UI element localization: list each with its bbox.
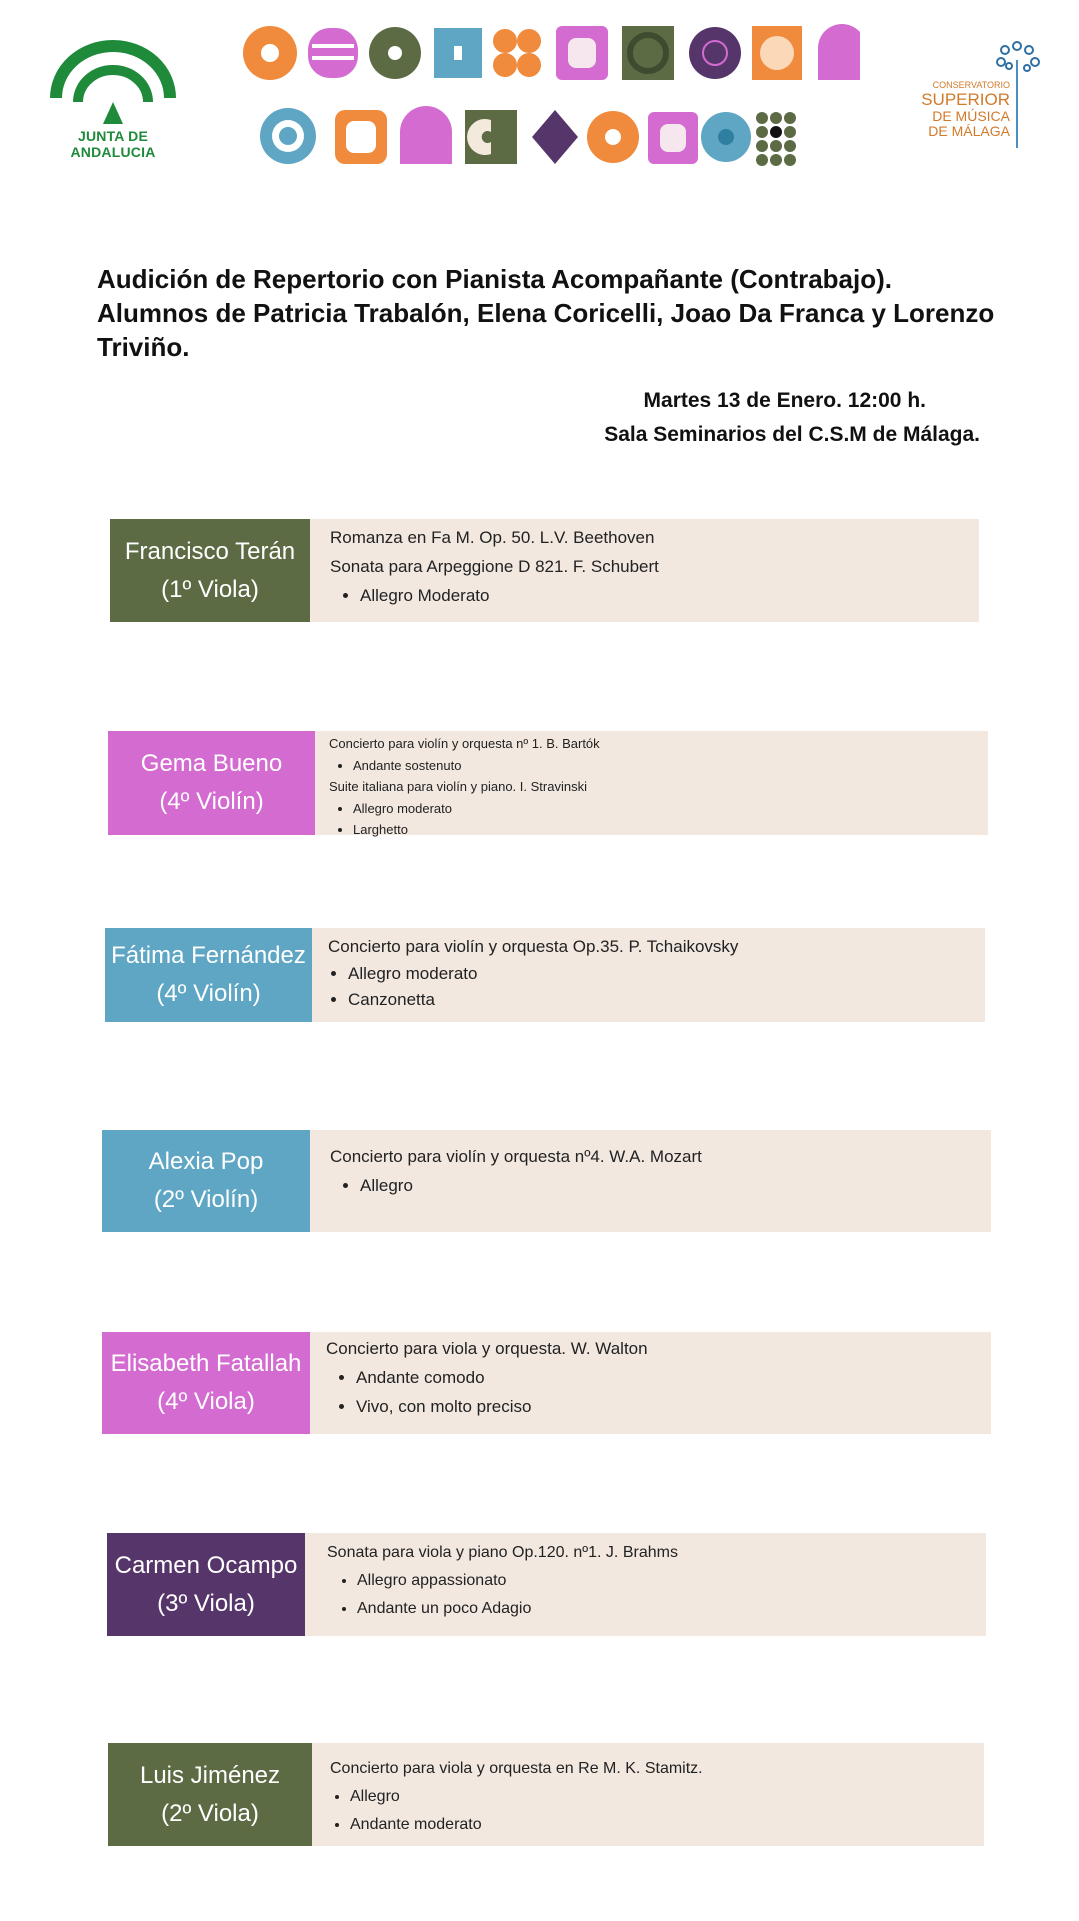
- logo-line-conservatorio: CONSERVATORIO: [932, 80, 1010, 90]
- program-movement: • Allegro Moderato: [360, 581, 959, 610]
- program-work: Concierto para violín y orquesta nº 1. B. Bartók: [329, 736, 600, 751]
- program-work: Concierto para violín y orquesta nº4. W.A. Mozart: [330, 1147, 702, 1166]
- program-work: Concierto para violín y orquesta Op.35. P. Tchaikovsky: [328, 937, 739, 956]
- performer-name: Gema Bueno: [140, 750, 283, 777]
- program-work: Sonata para viola y piano Op.120. nº1. J. Brahms: [327, 1544, 678, 1561]
- performer-name: Francisco Terán: [124, 537, 296, 565]
- junta-logo-text: JUNTA DE ANDALUCIA: [70, 128, 156, 160]
- performer-course: (4º Violín): [159, 788, 264, 815]
- performer-name-box: [105, 928, 312, 1022]
- program-work: Concierto para viola y orquesta en Re M. K. Stamitz.: [330, 1760, 703, 1777]
- performer-course: (4º Viola): [157, 1388, 255, 1415]
- program-movement: • Andante moderato: [350, 1811, 964, 1839]
- performer-row: [108, 731, 988, 835]
- junta-emblem-icon: [48, 40, 178, 130]
- event-date-time: Martes 13 de Enero. 12:00 h.: [643, 389, 926, 412]
- program-box: [310, 1130, 991, 1232]
- conservatorio-logo-text: [920, 80, 1010, 139]
- program-box: [310, 519, 979, 622]
- program-box: [305, 1533, 986, 1636]
- title-line: Triviño.: [97, 332, 190, 362]
- program-movement: • Andante sostenuto: [353, 755, 974, 777]
- performer-name-box: [110, 519, 310, 622]
- program-movement: • Andante un poco Adagio: [357, 1595, 966, 1623]
- program-box: [310, 1332, 991, 1434]
- title-line: Alumnos de Patricia Trabalón, Elena Coricelli, Joao Da Franca y Lorenzo: [97, 298, 995, 328]
- performer-name: Carmen Ocampo: [114, 1551, 298, 1579]
- logo-line-superior: SUPERIOR: [921, 90, 1010, 109]
- performer-name-box: [108, 731, 315, 835]
- junta-de-andalucia-logo: [48, 40, 188, 160]
- performer-course: (4º Violín): [156, 980, 261, 1007]
- performer-row: [108, 1743, 984, 1846]
- logo-line-de-musica: DE MÚSICA: [932, 108, 1010, 124]
- performer-name: Alexia Pop: [148, 1148, 264, 1175]
- program-movement: • Allegro: [350, 1783, 964, 1811]
- program-box: [312, 1743, 984, 1846]
- performer-row: [110, 519, 979, 622]
- program-work: Romanza en Fa M. Op. 50. L.V. Beethoven: [330, 528, 655, 547]
- performer-name-box: [108, 1743, 312, 1846]
- performer-name-box: [102, 1332, 310, 1434]
- event-venue: Sala Seminarios del C.S.M de Málaga.: [604, 423, 980, 446]
- program-movement: • Allegro moderato: [348, 961, 965, 987]
- program-work: Sonata para Arpeggione D 821. F. Schubert: [330, 557, 659, 576]
- page-title: [97, 262, 997, 364]
- program-box: [312, 928, 985, 1022]
- program-movement: • Vivo, con molto preciso: [356, 1392, 971, 1421]
- performer-course: (3º Viola): [157, 1589, 255, 1617]
- performer-name: Fátima Fernández: [111, 942, 306, 969]
- decorative-tiles-banner: [240, 18, 860, 178]
- performer-row: [102, 1332, 991, 1434]
- performer-name: Luis Jiménez: [139, 1761, 281, 1789]
- program-movement: • Andante comodo: [356, 1363, 971, 1392]
- performer-course: (1º Viola): [161, 575, 259, 603]
- performer-row: [107, 1533, 986, 1636]
- program-movement: • Allegro moderato: [353, 798, 974, 820]
- program-movement: • Larghetto: [353, 819, 974, 841]
- title-line: Audición de Repertorio con Pianista Acompañante (Contrabajo).: [97, 264, 893, 294]
- program-work: Suite italiana para violín y piano. I. Stravinski: [329, 779, 587, 794]
- logo-line-de-malaga: DE MÁLAGA: [928, 123, 1010, 139]
- performer-row: [105, 928, 985, 1022]
- program-movement: • Canzonetta: [348, 987, 965, 1013]
- performer-row: [102, 1130, 991, 1232]
- performer-course: (2º Viola): [161, 1799, 259, 1827]
- conservatorio-logo: [920, 40, 1050, 160]
- performer-course: (2º Violín): [153, 1186, 259, 1213]
- program-work: Concierto para viola y orquesta. W. Walton: [326, 1339, 648, 1358]
- performer-name-box: [107, 1533, 305, 1636]
- program-movement: • Allegro: [360, 1171, 971, 1200]
- program-movement: • Allegro appassionato: [357, 1567, 966, 1595]
- event-info: [560, 384, 980, 452]
- program-box: [315, 731, 988, 835]
- performer-name-box: [102, 1130, 310, 1232]
- performer-name: Elisabeth Fatallah: [110, 1350, 302, 1377]
